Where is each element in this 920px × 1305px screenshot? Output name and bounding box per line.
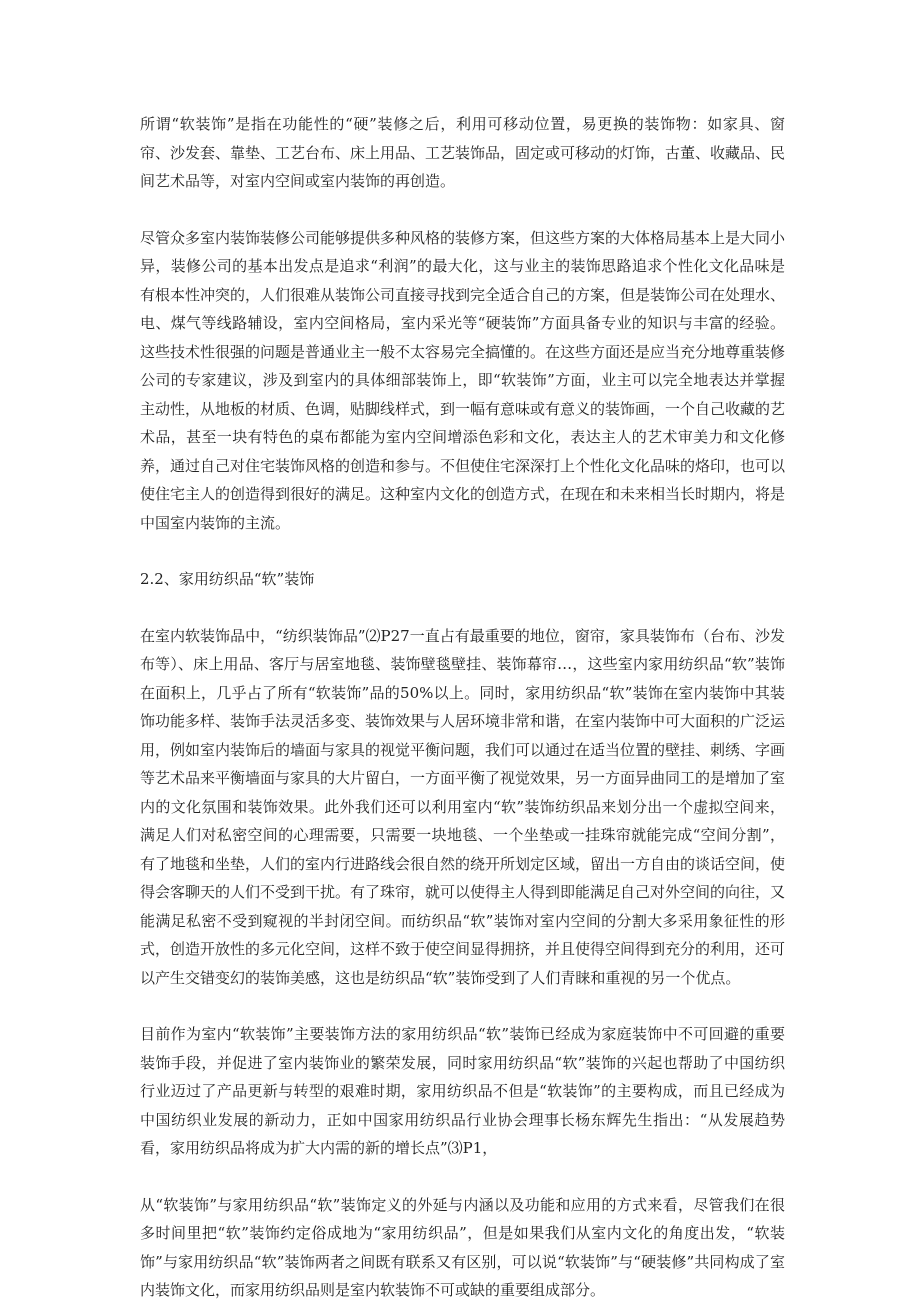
paragraph-soft-decoration-definition: 所谓“软装饰”是指在功能性的“硬”装修之后，利用可移动位置，易更换的装饰物：如家具、窗帘、沙发套、靠垫、工艺台布、床上用品、工艺装饰品，固定或可移动的灯饰，古董、收藏品、民间艺术品等，对室内空间或室内装饰的再创造。: [140, 115, 786, 190]
paragraph-textile-industry: 目前作为室内“软装饰”主要装饰方法的家用纺织品“软”装饰已经成为家庭装饰中不可回避的重要装饰手段，并促进了室内装饰业的繁荣发展，同时家用纺织品“软”装饰的兴起也帮助了中国纺织行业迈过了产品更新与转型的艰难时期，家用纺织品不但是“软装饰”的主要构成，而且已经成为中国纺织业发展的新动力，正如中国家用纺织品行业协会理事长杨东辉先生指出：“从发展趋势看，家用纺织品将成为扩大内需的新的增长点”⑶P1，: [140, 1025, 785, 1157]
paragraph-decoration-companies: 尽管众多室内装饰装修公司能够提供多种风格的装修方案，但这些方案的大体格局基本上是大同小异，装修公司的基本出发点是追求“利润”的最大化，这与业主的装饰思路追求个性化文化品味是有根本性冲突的，人们很难从装饰公司直接寻找到完全适合自己的方案，但是装饰公司在处理水、电、煤气等线路辅设，室内空间格局，室内采光等“硬装饰”方面具备专业的知识与丰富的经验。这些技术性很强的问题是普通业主一般不太容易完全搞懂的。在这些方面还是应当充分地尊重装修公司的专家建议，涉及到室内的具体细部装饰上，即“软装饰”方面，业主可以完全地表达并掌握主动性，从地板的材质、色调，贴脚线样式，到一幅有意味或有意义的装饰画，一个自己收藏的艺术品，甚至一块有特色的桌布都能为室内空间增添色彩和文化，表达主人的艺术审美力和文化修养，通过自己对住宅装饰风格的创造和参与。不但使住宅深深打上个性化文化品味的烙印，也可以使住宅主人的创造得到很好的满足。这种室内文化的创造方式，在现在和未来相当长时期内，将是中国室内装饰的主流。: [140, 228, 786, 532]
paragraph-textile-decoration: 在室内软装饰品中，“纺织装饰品”⑵P27一直占有最重要的地位，窗帘，家具装饰布（台布、沙发布等）、床上用品、客厅与居室地毯、装饰壁毯壁挂、装饰幕帘…，这些室内家用纺织品“软”装饰在面积上，几乎占了所有“软装饰”品的50%以上。同时，家用纺织品“软”装饰在室内装饰中其装饰功能多样、装饰手法灵活多变、装饰效果与人居环境非常和谐，在室内装饰中可大面积的广泛运用，例如室内装饰后的墙面与家具的视觉平衡问题，我们可以通过在适当位置的壁挂、刺绣、字画等艺术品来平衡墙面与家具的大片留白，一方面平衡了视觉效果，另一方面异曲同工的是增加了室内的文化氛围和装饰效果。此外我们还可以利用室内“软”装饰纺织品来划分出一个虚拟空间来，满足人们对私密空间的心理需要，只需要一块地毯、一个坐垫或一挂珠帘就能完成“空间分割”，有了地毯和坐垫，人们的室内行进路线会很自然的绕开所划定区域，留出一方自由的谈话空间，使得会客聊天的人们不受到干扰。有了珠帘，就可以使得主人得到即能满足自己对外空间的向往，又能满足私密不受到窥视的半封闭空间。而纺织品“软”装饰对室内空间的分割大多采用象征性的形式，创造开放性的多元化空间，这样不致于使空间显得拥挤，并且使得空间得到充分的利用，还可以产生交错变幻的装饰美感，这也是纺织品“软”装饰受到了人们青睐和重视的另一个优点。: [140, 626, 786, 987]
paragraph-definition-comparison: 从“软装饰”与家用纺织品“软”装饰定义的外延与内涵以及功能和应用的方式来看，尽管我们在很多时间里把“软”装饰约定俗成地为“家用纺织品”，但是如果我们从室内文化的角度出发，“软装饰”与家用纺织品“软”装饰两者之间既有联系又有区别，可以说“软装饰”与“硬装修”共同构成了室内装饰文化，而家用纺织品则是室内软装饰不可或缺的重要组成部分。: [140, 1195, 785, 1299]
section-heading: 2.2、家用纺织品“软”装饰: [140, 570, 315, 588]
document-body: [140, 110, 785, 1305]
